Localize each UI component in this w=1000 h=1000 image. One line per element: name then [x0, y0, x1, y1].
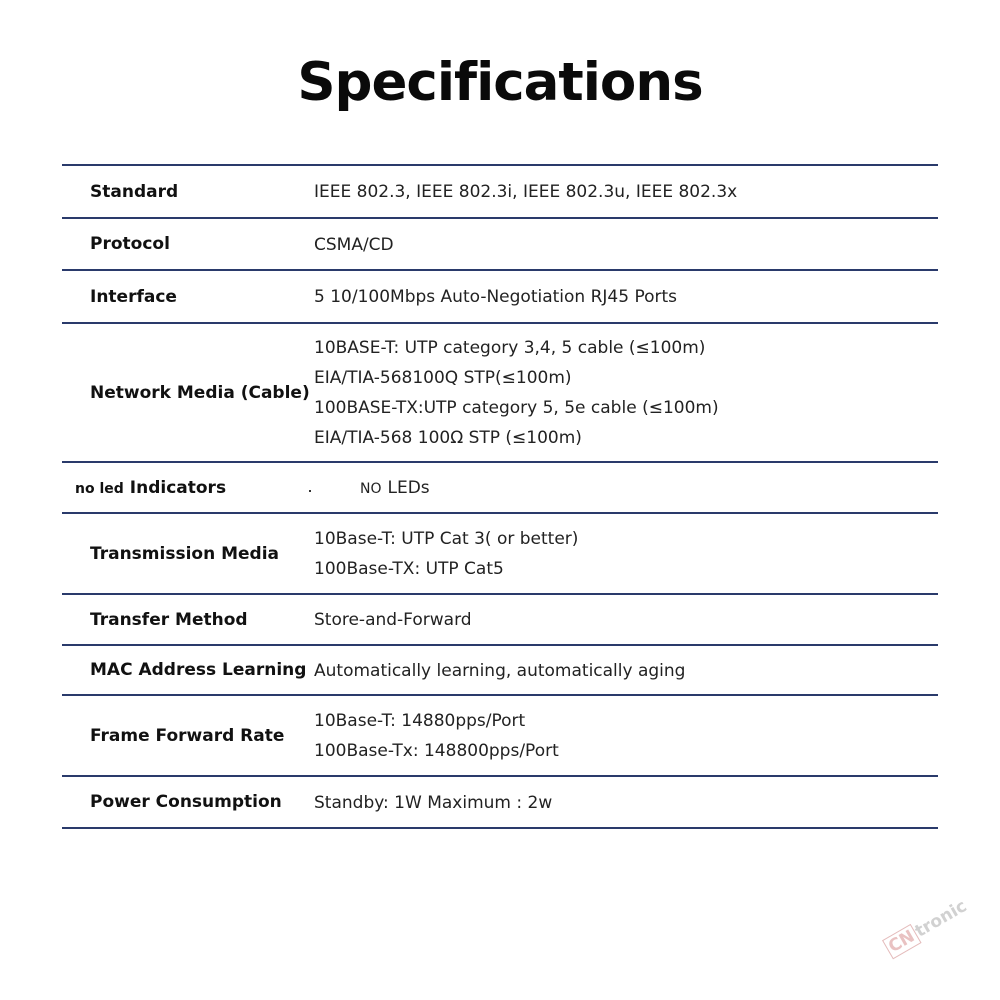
- spec-row-frame-forward-rate: [62, 696, 938, 775]
- brand-watermark: [882, 890, 989, 975]
- spec-value-line: CSMA/CD: [314, 234, 394, 255]
- spec-value: [314, 176, 938, 207]
- spec-row-interface: [62, 271, 938, 322]
- spec-label: Protocol: [90, 234, 170, 254]
- spec-value-line: Standby: 1W Maximum : 2w: [314, 792, 553, 813]
- spec-value-line: Automatically learning, automatically aging: [314, 660, 686, 681]
- spec-value-line: EIA/TIA-568 100Ω STP (≤100m): [314, 428, 582, 448]
- spec-row-standard: [62, 166, 938, 217]
- spec-value: [314, 332, 938, 453]
- spec-row-mac-learning: [62, 646, 938, 694]
- spec-row-power-consumption: [62, 777, 938, 827]
- spec-label: MAC Address Learning: [90, 660, 307, 680]
- spec-label: [62, 478, 314, 498]
- spec-value-line: 10Base-T: UTP Cat 3( or better): [314, 529, 579, 549]
- spec-row-indicators: [62, 463, 938, 512]
- spec-label-text: Indicators: [129, 477, 227, 498]
- stray-dot: [309, 490, 311, 492]
- spec-value-line: EIA/TIA-568100Q STP(≤100m): [314, 368, 572, 388]
- spec-value: [314, 705, 938, 766]
- spec-value-line: LEDs: [387, 477, 430, 498]
- spec-value: [314, 229, 938, 260]
- watermark-text: tronic: [911, 896, 971, 942]
- value-prefix: NO: [360, 480, 382, 497]
- spec-label: Transfer Method: [90, 609, 248, 630]
- spec-label: Frame Forward Rate: [90, 725, 285, 746]
- spec-value-line: IEEE 802.3, IEEE 802.3i, IEEE 802.3u, IEEE 802.3x: [314, 182, 738, 202]
- spec-label: Transmission Media: [90, 543, 280, 564]
- spec-label: Standard: [90, 181, 179, 202]
- spec-row-transfer-method: [62, 595, 938, 644]
- spec-value-line: 10Base-T: 14880pps/Port: [314, 711, 526, 731]
- spec-value-line: 5 10/100Mbps Auto-Negotiation RJ45 Ports: [314, 287, 678, 307]
- spec-value: [314, 472, 938, 504]
- spec-value-line: 10BASE-T: UTP category 3,4, 5 cable (≤100m): [314, 338, 706, 358]
- table-divider: [62, 827, 938, 829]
- spec-table: [62, 164, 938, 829]
- spec-value: [314, 604, 938, 635]
- page-title: Specifications: [297, 52, 703, 113]
- spec-row-network-media: [62, 324, 938, 461]
- spec-value-line: 100Base-Tx: 148800pps/Port: [314, 741, 559, 761]
- spec-label: Interface: [90, 286, 177, 307]
- spec-label: Network Media (Cable): [90, 382, 310, 403]
- watermark-mark: CN: [882, 924, 921, 959]
- spec-value: [314, 523, 938, 584]
- spec-row-transmission-media: [62, 514, 938, 593]
- spec-value: [314, 787, 938, 818]
- spec-value: [314, 655, 938, 686]
- spec-value-line: 100Base-TX: UTP Cat5: [314, 559, 504, 579]
- label-prefix: no led: [75, 480, 124, 497]
- spec-value: [314, 281, 938, 312]
- spec-label: Power Consumption: [90, 792, 282, 812]
- spec-row-protocol: [62, 219, 938, 269]
- spec-value-line: Store-and-Forward: [314, 610, 472, 630]
- spec-value-line: 100BASE-TX:UTP category 5, 5e cable (≤100m): [314, 398, 719, 418]
